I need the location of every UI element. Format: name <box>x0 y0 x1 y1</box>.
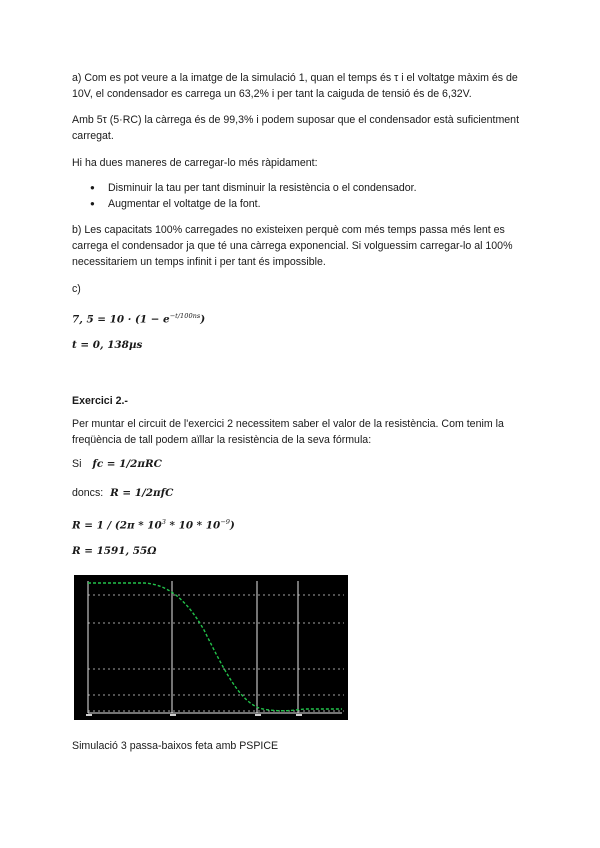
axis-ticks <box>86 714 302 716</box>
list-item: ● Disminuir la tau per tant disminuir la resistència o el condensador. <box>90 180 417 196</box>
paragraph-ways-intro: Hi ha dues maneres de carregar-lo més ràpidament: <box>72 157 318 169</box>
figure-caption: Simulació 3 passa-baixos feta amb PSPICE <box>72 740 279 752</box>
doncs-line: doncs: R = 1/2πfC <box>72 487 174 499</box>
paragraph-five-tau: Amb 5τ (5·RC) la càrrega és de 99,3% i podem suposar que el condensador està suficientment carregat. <box>72 114 520 142</box>
exercise-2-intro: Per muntar el circuit de l'exercici 2 necessitem saber el valor de la resistència. Com tenim la freqüència de tall podem aïllar la resistència de la seva fórmula: <box>72 418 504 446</box>
pspice-simulation-plot <box>74 575 348 720</box>
bullet-list <box>90 180 417 212</box>
equation-r-calc: $R = 1 / (2\pi * 10^3 * 10 * 10^{-9})$ <box>72 518 235 532</box>
list-item: ● Augmentar el voltatge de la font. <box>90 196 417 212</box>
equation-charge: 7, $5 = 10 \cdot (1 - e^{-t/100ns})$ <box>72 312 206 326</box>
plot-frame <box>88 581 342 713</box>
equation-time-result: t = 0, 138µs <box>72 339 143 351</box>
equation-r-result: R = 1591, 55Ω <box>72 545 157 557</box>
exercise-2-heading: Exercici 2.- <box>72 395 128 407</box>
paragraph-b: b) Les capacitats 100% carregades no existeixen perquè com més temps passa més lent es carrega el condensador ja que té una càrrega exponencial. Si volguessim carregar-lo al 100% necessitariem un temps infinit i per tant és impossible. <box>72 224 513 268</box>
response-trace <box>88 583 342 711</box>
pspice-plot-svg <box>74 575 348 720</box>
fc-line: Si fc = 1/2πRC <box>72 458 162 470</box>
paragraph-a: a) Com es pot veure a la imatge de la simulació 1, quan el temps és τ i el voltatge màxim és de 10V, el condensador es carrega un 63,2% i per tant la caiguda de tensió és de 6,32V. <box>72 72 518 100</box>
paragraph-c-label: c) <box>72 283 81 295</box>
